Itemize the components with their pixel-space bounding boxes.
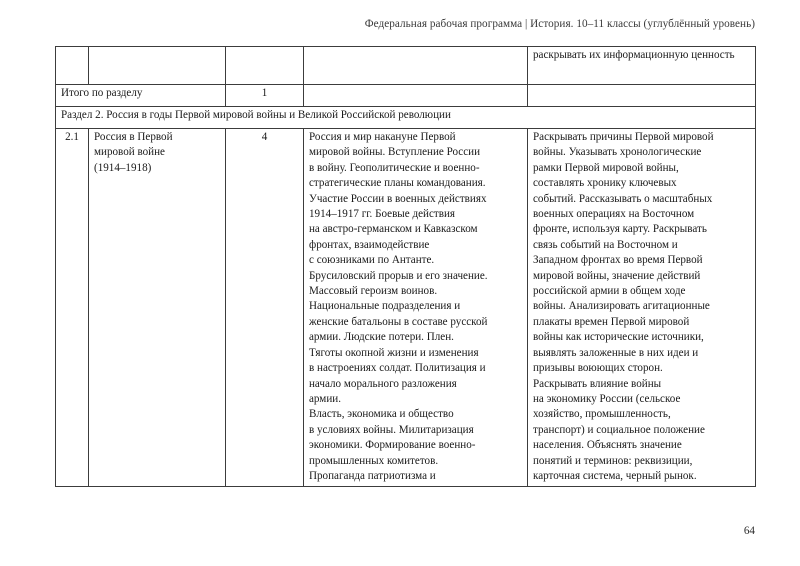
text-line: экономики. Формирование военно- xyxy=(309,439,476,452)
cell-topic-title xyxy=(89,129,226,487)
text-line: Национальные подразделения и xyxy=(309,300,461,313)
cell-total-content xyxy=(304,85,528,107)
cell-continued-skills: раскрывать их информационную ценность xyxy=(528,47,756,85)
curriculum-table xyxy=(55,46,756,487)
text-line: Тяготы окопной жизни и изменения xyxy=(309,346,479,359)
text-line: карточная система, черный рынок. xyxy=(533,469,697,482)
text-line: (1914–1918) xyxy=(94,161,152,174)
page-number: 64 xyxy=(743,525,755,537)
text-line: промышленных комитетов. xyxy=(309,454,439,467)
text-line: мировой войны, значение действий xyxy=(533,269,701,282)
text-line: армии. xyxy=(309,392,341,405)
text-line: мировой войны. Вступление России xyxy=(309,146,481,159)
cell-total-skills xyxy=(528,85,756,107)
text-line: Западном фронтах во время Первой xyxy=(533,254,703,267)
cell-total-label: Итого по разделу xyxy=(56,85,226,107)
text-line: военных операциях на Восточном xyxy=(533,208,695,221)
text-line: армии. Людские потери. Плен. xyxy=(309,331,454,344)
text-line: выявлять заложенные в них идеи и xyxy=(533,346,699,359)
text-line: в условиях войны. Милитаризация xyxy=(309,423,474,436)
text-line: Россия и мир накануне Первой xyxy=(309,131,456,143)
cell-total-hours: 1 xyxy=(226,85,304,107)
cell-section-label: Раздел 2. Россия в годы Первой мировой войны и Великой Российской революции xyxy=(56,107,756,129)
text-line: начало морального разложения xyxy=(309,377,457,390)
text-line: войны. Указывать хронологические xyxy=(533,146,702,159)
text-line: на экономику России (сельское xyxy=(533,392,681,405)
table-row-section-header xyxy=(56,107,756,129)
text-line: фронтах, взаимодействие xyxy=(309,238,430,251)
text-line: Россия в Первой xyxy=(94,131,173,143)
text-line: призывы воюющих сторон. xyxy=(533,362,663,375)
table-row-topic xyxy=(56,129,756,487)
text-line: на австро-германском и Кавказском xyxy=(309,223,478,236)
text-line: транспорт) и социальное положение xyxy=(533,423,705,436)
cell-continued-title xyxy=(89,47,226,85)
text-line: понятий и терминов: реквизиции, xyxy=(533,454,693,467)
text-line: событий. Рассказывать о масштабных xyxy=(533,192,713,205)
text-line: в настроениях солдат. Политизация и xyxy=(309,362,486,375)
cell-topic-skills xyxy=(528,129,756,487)
text-line: связь событий на Восточном и xyxy=(533,238,678,251)
text-line: плакаты времен Первой мировой xyxy=(533,315,690,328)
cell-topic-num: 2.1 xyxy=(56,129,89,487)
text-line: Массовый героизм воинов. xyxy=(309,285,438,298)
cell-continued-hours xyxy=(226,47,304,85)
text-line: Власть, экономика и общество xyxy=(309,408,454,421)
text-line: женские батальоны в составе русской xyxy=(309,315,488,328)
cell-continued-content xyxy=(304,47,528,85)
text-line: рамки Первой мировой войны, xyxy=(533,161,679,174)
text-line: российской армии в общем ходе xyxy=(533,285,686,298)
table-row-continued xyxy=(56,47,756,85)
cell-topic-content xyxy=(304,129,528,487)
cell-topic-hours: 4 xyxy=(226,129,304,487)
text-line: 1914–1917 гг. Боевые действия xyxy=(309,208,456,221)
text-line: с союзниками по Антанте. xyxy=(309,254,435,267)
cell-continued-num xyxy=(56,47,89,85)
text-line: войны как исторические источники, xyxy=(533,331,704,344)
text-line: Пропаганда патриотизма и xyxy=(309,469,436,482)
table-row-total xyxy=(56,85,756,107)
running-header: Федеральная рабочая программа | История. 10–11 классы (углублённый уровень) xyxy=(364,18,755,30)
text-line: хозяйство, промышленность, xyxy=(533,408,671,421)
text-line: Раскрывать влияние войны xyxy=(533,377,662,390)
text-line: Брусиловский прорыв и его значение. xyxy=(309,269,488,282)
text-line: фронте, используя карту. Раскрывать xyxy=(533,223,707,236)
text-line: населения. Объяснять значение xyxy=(533,439,682,452)
text-line: в войну. Геополитические и военно- xyxy=(309,161,480,174)
text-line: мировой войне xyxy=(94,146,165,159)
text-line: стратегические планы командования. xyxy=(309,177,486,190)
text-line: войны. Анализировать агитационные xyxy=(533,300,710,313)
text-line: составлять хронику ключевых xyxy=(533,177,677,190)
text-line: Раскрывать причины Первой мировой xyxy=(533,131,714,143)
text-line: Участие России в военных действиях xyxy=(309,192,487,205)
